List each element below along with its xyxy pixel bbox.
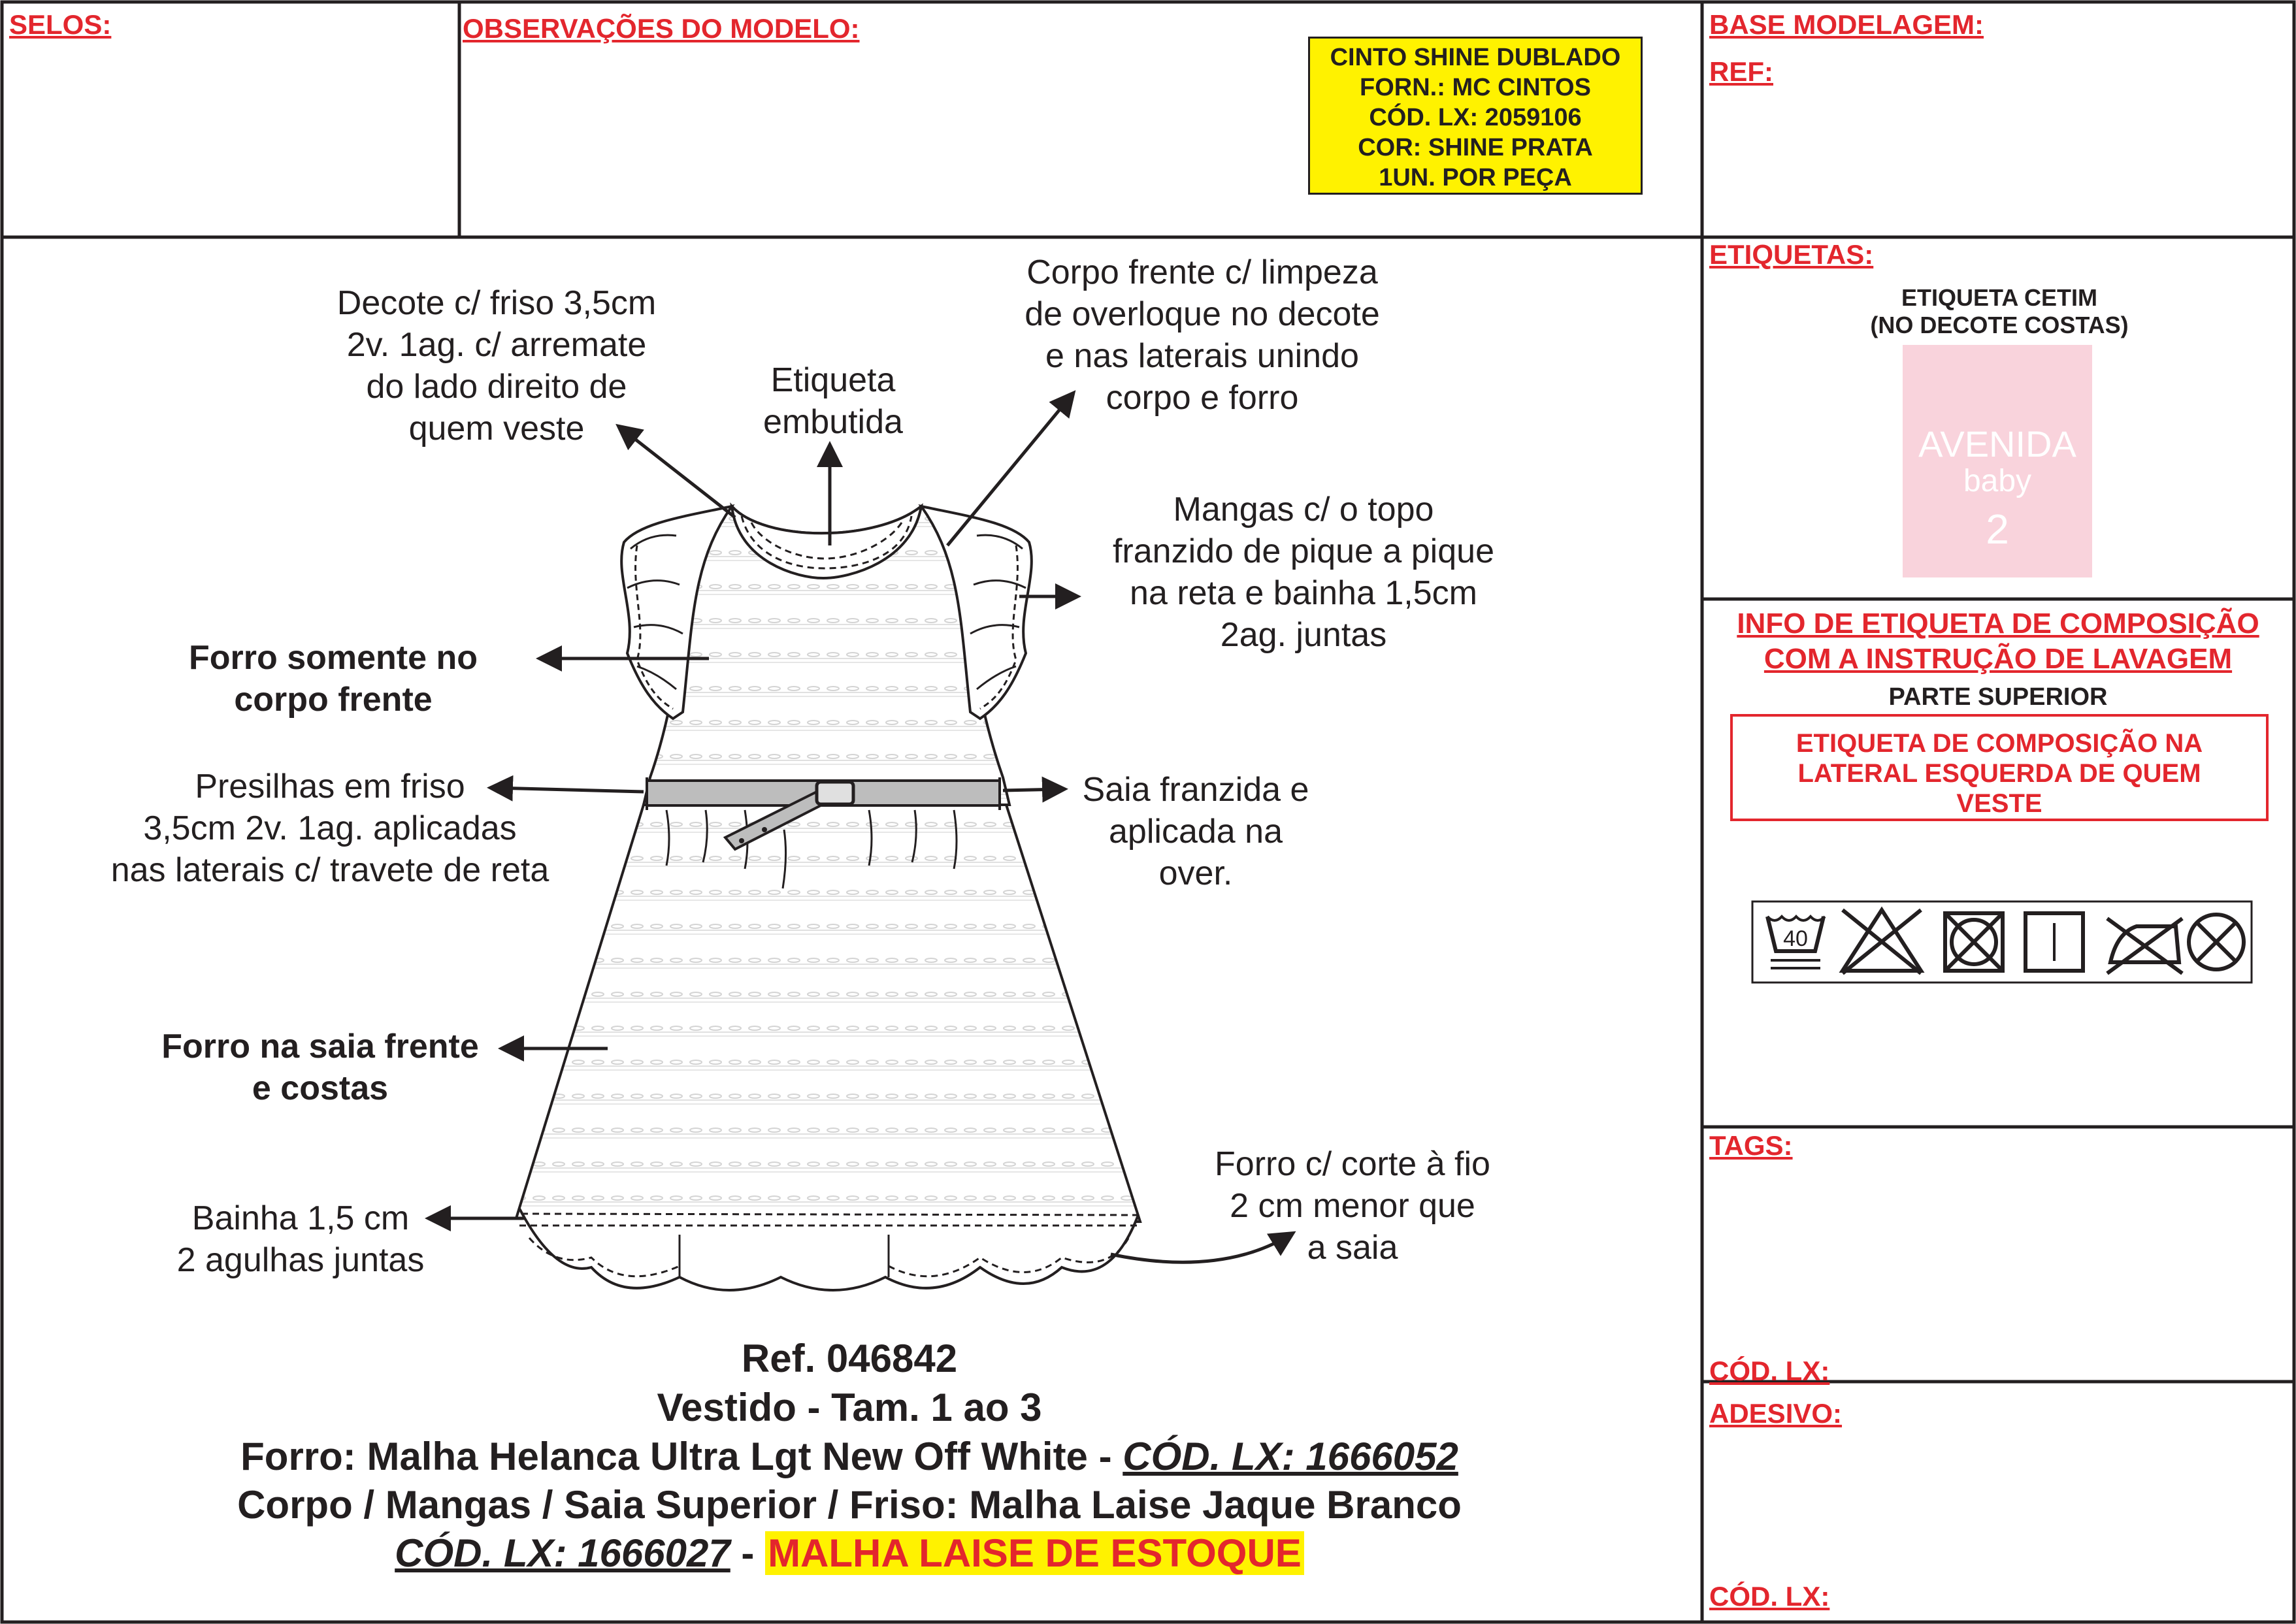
forro-text: Forro: Malha Helanca Ultra Lgt New Off White - <box>240 1435 1123 1478</box>
composicao-box <box>1730 714 2269 821</box>
product-stock-line <box>0 1529 1699 1578</box>
etiquetas-label: ETIQUETAS: <box>1709 239 1874 270</box>
product-title: Vestido - Tam. 1 ao 3 <box>657 1386 1042 1429</box>
info-title-line: COM A INSTRUÇÃO DE LAVAGEM <box>1763 643 2233 675</box>
composicao-line: LATERAL ESQUERDA DE QUEM <box>1797 759 2201 788</box>
brand-satin-label <box>1903 345 2092 577</box>
annotation-corpo-frente: Corpo frente c/ limpeza de overloque no decote e nas laterais unindo corpo e forro <box>1025 253 1380 417</box>
info-title-line: INFO DE ETIQUETA DE COMPOSIÇÃO <box>1737 608 2259 640</box>
etiqueta-cetim-line: (NO DECOTE COSTAS) <box>1870 312 2129 338</box>
care-symbols <box>1751 900 2254 985</box>
corpo-code: CÓD. LX: 1666027 <box>395 1531 730 1575</box>
parte-superior-label: PARTE SUPERIOR <box>1888 683 2108 711</box>
product-corpo-line: Corpo / Mangas / Saia Superior / Friso: Malha Laise Jaque Branco <box>237 1483 1462 1527</box>
composicao-line: ETIQUETA DE COMPOSIÇÃO NA <box>1796 729 2203 758</box>
etiqueta-cetim-line: ETIQUETA CETIM <box>1901 284 2097 311</box>
tags-cod-lx-label: CÓD. LX: <box>1709 1356 1830 1386</box>
belt-tag-line: FORN.: MC CINTOS <box>1360 74 1591 101</box>
annotation-etiqueta-embutida: Etiqueta embutida <box>763 361 903 441</box>
annotation-presilhas: Presilhas em friso 3,5cm 2v. 1ag. aplicadas nas laterais c/ travete de reta <box>110 768 549 889</box>
annotation-forro-corpo: Forro somente no corpo frente <box>188 639 478 719</box>
wash-temp: 40 <box>1783 926 1808 951</box>
product-ref: Ref. 046842 <box>741 1337 958 1380</box>
adesivo-label: ADESIVO: <box>1709 1398 1843 1429</box>
observacoes-label: OBSERVAÇÕES DO MODELO: <box>463 13 860 44</box>
forro-code: CÓD. LX: 1666052 <box>1123 1435 1458 1478</box>
annotation-decote: Decote c/ friso 3,5cm 2v. 1ag. c/ arremate do lado direito de quem veste <box>336 284 657 447</box>
belt-tag-line: COR: SHINE PRATA <box>1358 134 1593 161</box>
belt-tag-line: 1UN. POR PEÇA <box>1379 164 1572 191</box>
etiqueta-cetim-title <box>1816 284 2182 339</box>
product-forro-line <box>0 1432 1699 1482</box>
annotation-forro-saia: Forro na saia frente e costas <box>161 1028 479 1107</box>
composicao-line: VESTE <box>1956 789 2042 818</box>
belt-tag-line: CINTO SHINE DUBLADO <box>1330 44 1621 71</box>
ref-label: REF: <box>1709 56 1773 87</box>
brand-name: AVENIDA <box>1918 423 2076 464</box>
selos-label: SELOS: <box>9 9 112 40</box>
annotation-forro-corte: Forro c/ corte à fio 2 cm menor que a saia <box>1215 1145 1490 1267</box>
brand-sub: baby <box>1963 464 2032 498</box>
annotation-mangas: Mangas c/ o topo franzido de pique a pique na reta e bainha 1,5cm 2ag. juntas <box>1112 491 1494 654</box>
dress-skirt <box>516 805 1140 1290</box>
annotation-saia-franzida: Saia franzida e aplicada na over. <box>1082 771 1309 892</box>
size-number: 2 <box>1986 506 2009 553</box>
info-composicao-title <box>1702 606 2294 677</box>
annotation-bainha: Bainha 1,5 cm 2 agulhas juntas <box>176 1199 425 1279</box>
belt-tag-line: CÓD. LX: 2059106 <box>1369 104 1582 131</box>
tags-label: TAGS: <box>1709 1130 1793 1161</box>
base-modelagem-label: BASE MODELAGEM: <box>1709 9 1984 40</box>
separator: - <box>730 1531 766 1575</box>
adesivo-cod-lx-label: CÓD. LX: <box>1709 1581 1830 1612</box>
stock-note: MALHA LAISE DE ESTOQUE <box>765 1531 1304 1575</box>
